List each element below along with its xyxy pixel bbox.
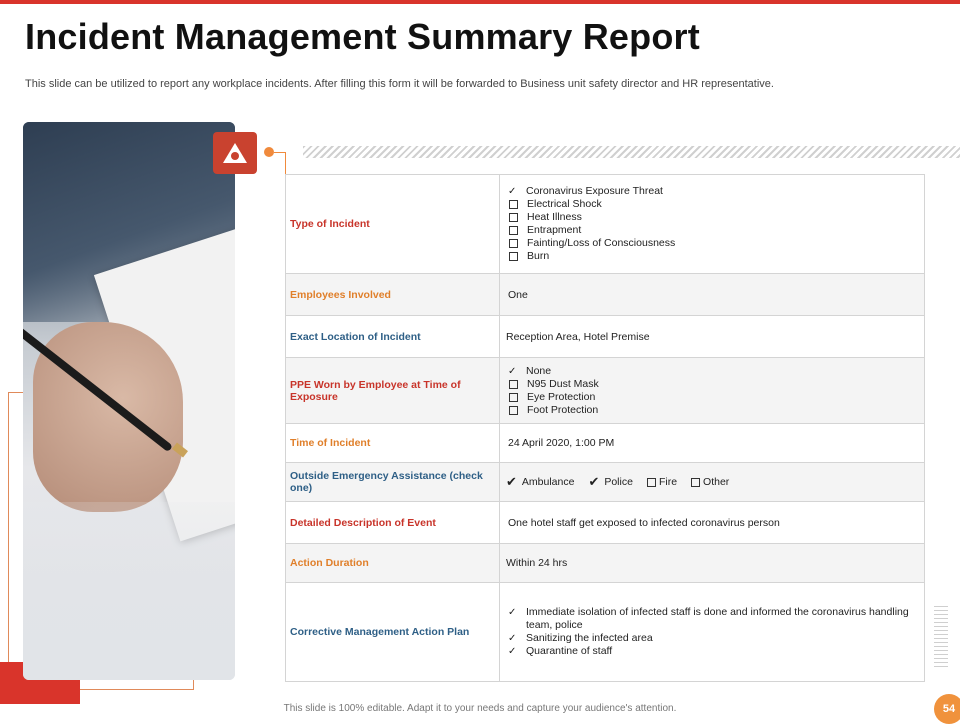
option-item [508,365,918,378]
option-text: Coronavirus Exposure Threat [526,185,663,197]
corrective-plan-label: Corrective Management Action Plan [286,583,500,682]
option-item [508,198,918,211]
assistance-option [506,474,574,490]
employees-involved-label: Employees Involved [286,274,500,316]
checkmark-icon: ✔ [506,474,517,489]
option-item [508,606,918,632]
outside-assistance-label: Outside Emergency Assistance (check one) [286,463,500,502]
option-text: Electrical Shock [527,198,602,210]
ppe-worn-label: PPE Worn by Employee at Time of Exposure [286,358,500,424]
connector-line-vertical [285,152,286,174]
footer-note: This slide is 100% editable. Adapt it to your needs and capture your audience's attention. [283,703,677,714]
action-duration-value: Within 24 hrs [500,544,925,583]
checkbox-icon [509,226,518,235]
option-text: Police [604,476,633,488]
option-text: N95 Dust Mask [527,377,599,390]
checkbox-icon [509,213,518,222]
option-item [508,211,918,224]
row-time-of-incident [286,424,925,463]
time-of-incident-value: 24 April 2020, 1:00 PM [500,424,925,463]
option-item [508,185,918,198]
exact-location-label: Exact Location of Incident [286,316,500,358]
connector-dot [264,147,274,157]
option-item [508,224,918,237]
type-of-incident-label: Type of Incident [286,175,500,274]
option-text: Fainting/Loss of Consciousness [527,237,676,249]
checkmark-icon: ✓ [508,633,517,644]
option-item [508,237,918,250]
option-item [508,250,918,263]
option-item [508,645,918,658]
option-text: None [526,364,552,377]
assistance-option [647,476,677,488]
option-item [508,404,918,417]
option-item [508,632,918,645]
row-description [286,502,925,544]
description-value: One hotel staff get exposed to infected coronavirus person [500,502,925,544]
row-type-of-incident [286,175,925,274]
description-label: Detailed Description of Event [286,502,500,544]
top-accent-bar [0,0,960,4]
checkmark-icon: ✓ [508,186,517,197]
decorative-ticks [934,606,948,668]
checkbox-icon [691,478,700,487]
checkbox-icon [647,478,656,487]
option-text: Heat Illness [527,211,582,223]
option-text: Quarantine of staff [526,645,613,657]
row-corrective-plan [286,583,925,682]
checkmark-icon: ✔ [588,474,600,489]
row-ppe-worn [286,358,925,424]
row-exact-location [286,316,925,358]
page-title: Incident Management Summary Report [25,16,700,57]
time-of-incident-label: Time of Incident [286,424,500,463]
option-item [508,391,918,404]
checkbox-icon [509,239,518,248]
hand-signing-document-photo [23,122,235,680]
action-duration-label: Action Duration [286,544,500,583]
outside-assistance-options [500,463,925,502]
assistance-option [691,476,729,488]
checkbox-icon [509,406,518,415]
page-subtitle: This slide can be utilized to report any workplace incidents. After filling this form it will be forwarded to Business unit safety director and HR representative. [25,78,774,90]
option-text: Immediate isolation of infected staff is done and informed the coronavirus handling team, police [526,606,909,631]
type-of-incident-options [500,175,925,274]
checkbox-icon [509,252,518,261]
exact-location-value: Reception Area, Hotel Premise [500,316,925,358]
assistance-option [588,474,633,490]
warning-triangle-icon [213,132,257,174]
option-item [508,378,918,391]
hatched-divider [303,146,960,158]
option-text: Entrapment [527,224,582,236]
checkmark-icon: ✓ [508,607,517,618]
option-text: Ambulance [521,476,575,488]
checkbox-icon [509,393,518,402]
incident-form-table [285,174,925,682]
row-employees-involved [286,274,925,316]
checkmark-icon: ✓ [508,646,517,657]
ppe-worn-options [500,358,925,424]
option-text: Foot Protection [527,403,599,416]
row-action-duration [286,544,925,583]
checkbox-icon [509,380,518,389]
checkmark-icon: ✓ [508,365,517,377]
option-text: Eye Protection [527,390,596,403]
corrective-plan-options [500,583,925,682]
checkbox-icon [509,200,518,209]
page-number-badge: 54 [934,694,960,724]
option-text: Burn [527,250,550,262]
option-text: Sanitizing the infected area [526,632,653,644]
option-text: Other [703,476,730,488]
employees-involved-value: One [500,274,925,316]
option-text: Fire [658,476,678,488]
row-outside-assistance [286,463,925,502]
